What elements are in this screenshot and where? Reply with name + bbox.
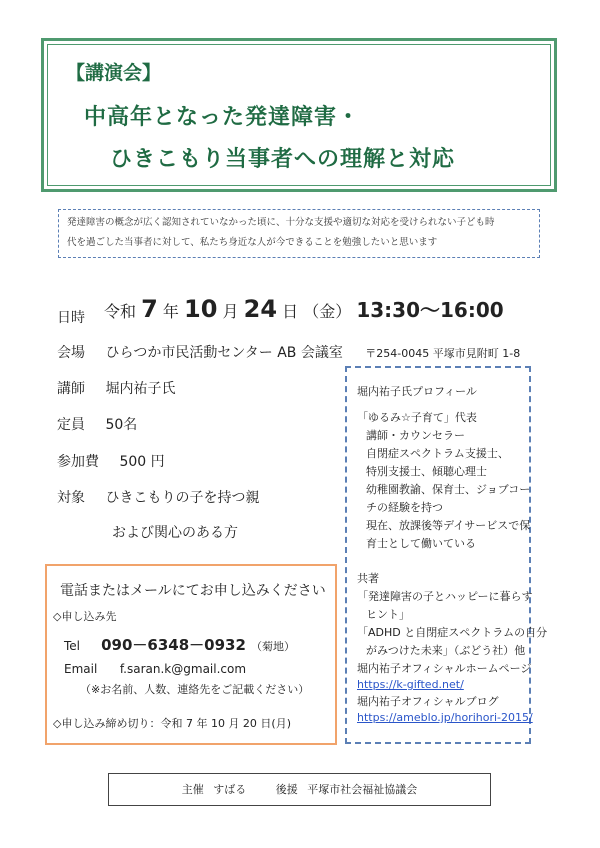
target-label: 対象 [57, 490, 85, 506]
date-day: 24 [243, 295, 278, 323]
capacity-row [57, 414, 137, 434]
date-label: 日時 [57, 310, 85, 326]
intro-box [58, 209, 540, 258]
venue-row [57, 342, 520, 362]
organizer-name: すばる [213, 783, 247, 796]
email-label: Email [64, 662, 98, 676]
works-heading: 共著 [357, 572, 379, 585]
fee-row [57, 451, 165, 471]
lecturer-name: 堀内祐子氏 [105, 381, 176, 397]
email-note: （※お名前、人数、連絡先をご記載ください） [80, 683, 310, 696]
profile-line: チの経験を持つ [366, 501, 443, 514]
profile-line: 自閉症スペクトラム支援士、 [366, 447, 509, 460]
intro-line1: 発達障害の概念が広く認知されていなかった頃に、十分な支援や適切な対応を受けられない子ども時 [67, 217, 495, 228]
works-line: ヒント」 [366, 608, 410, 621]
homepage-link[interactable]: https://k-gifted.net/ [357, 678, 464, 691]
blog-link[interactable]: https://ameblo.jp/horihori-2015/ [357, 711, 533, 724]
works-line: がみつけた未来」（ぶどう社）他 [366, 644, 526, 657]
works-line: 「発達障害の子とハッピーに暮らす [357, 590, 533, 603]
tel-number[interactable]: 090－6348－0932 [101, 636, 246, 654]
homepage-label: 堀内祐子オフィシャルホームページ [357, 662, 532, 675]
event-date [104, 294, 504, 323]
event-type-tag: 【講演会】 [66, 62, 162, 84]
profile-line: 「ゆるみ☆子育て」代表 [357, 411, 477, 424]
capacity-value: 50名 [105, 417, 138, 433]
profile-heading: 堀内祐子氏プロフィール [357, 385, 477, 398]
profile-works [357, 570, 547, 724]
target-line1: ひきこもりの子を持つ親 [105, 490, 260, 506]
supporter-label: 後援 [275, 783, 298, 796]
works-line: 「ADHD と自閉症スペクトラムの自分 [357, 626, 548, 639]
supporter-name: 平塚市社会福祉協議会 [307, 783, 418, 796]
profile-line: 育士として働いている [366, 537, 476, 550]
fee-value: 500 円 [119, 454, 165, 470]
event-time: 13:30～16:00 [356, 298, 504, 322]
page-title-line1: 中高年となった発達障害・ [84, 105, 361, 130]
tel-label: Tel [64, 639, 81, 653]
contact-heading: ◇申し込み先 [53, 610, 117, 623]
lecturer-label: 講師 [57, 381, 85, 397]
date-era: 令和 [104, 302, 137, 321]
profile-line: 特別支援士、傾聴心理士 [366, 465, 487, 478]
profile-line: 現在、放課後等デイサービスで保 [366, 519, 531, 532]
target-line2: および関心のある方 [112, 525, 238, 541]
date-month-unit: 月 [222, 302, 239, 321]
fee-label: 参加費 [57, 454, 99, 470]
profile-line: 講師・カウンセラー [366, 429, 465, 442]
intro-line2: 代を過ごした当事者に対して、私たち身近な人が今できることを勉強したいと思います [67, 237, 438, 248]
page-title-line2: ひきこもり当事者への理解と対応 [110, 147, 456, 172]
footer-box [108, 773, 491, 806]
venue-address: 〒254-0045 平塚市見附町 1-8 [365, 347, 521, 360]
venue-label: 会場 [57, 345, 85, 361]
profile-lines [357, 409, 530, 553]
date-day-unit: 日 [282, 302, 299, 321]
date-weekday: （金） [303, 302, 352, 321]
organizer-label: 主催 [181, 783, 204, 796]
capacity-label: 定員 [57, 417, 85, 433]
date-month: 10 [184, 295, 218, 323]
venue-name: ひらつか市民活動センター AB 会議室 [105, 345, 343, 361]
lecturer-row [57, 378, 175, 398]
email-address[interactable]: f.saran.k@gmail.com [119, 662, 247, 676]
tel-contact-name: （菊地） [251, 640, 295, 653]
email-row [64, 662, 246, 676]
apply-heading: 電話またはメールにてお申し込みください [60, 583, 326, 599]
date-year: 7 [141, 295, 158, 323]
apply-deadline: ◇申し込み締め切り：令和 7 年 10 月 20 日(月) [53, 717, 292, 730]
profile-line: 幼稚園教諭、保育士、ジョブコー [366, 483, 531, 496]
target-row [57, 487, 259, 507]
blog-label: 堀内祐子オフィシャルブログ [357, 695, 499, 708]
date-year-unit: 年 [162, 302, 179, 321]
tel-row [64, 634, 295, 655]
